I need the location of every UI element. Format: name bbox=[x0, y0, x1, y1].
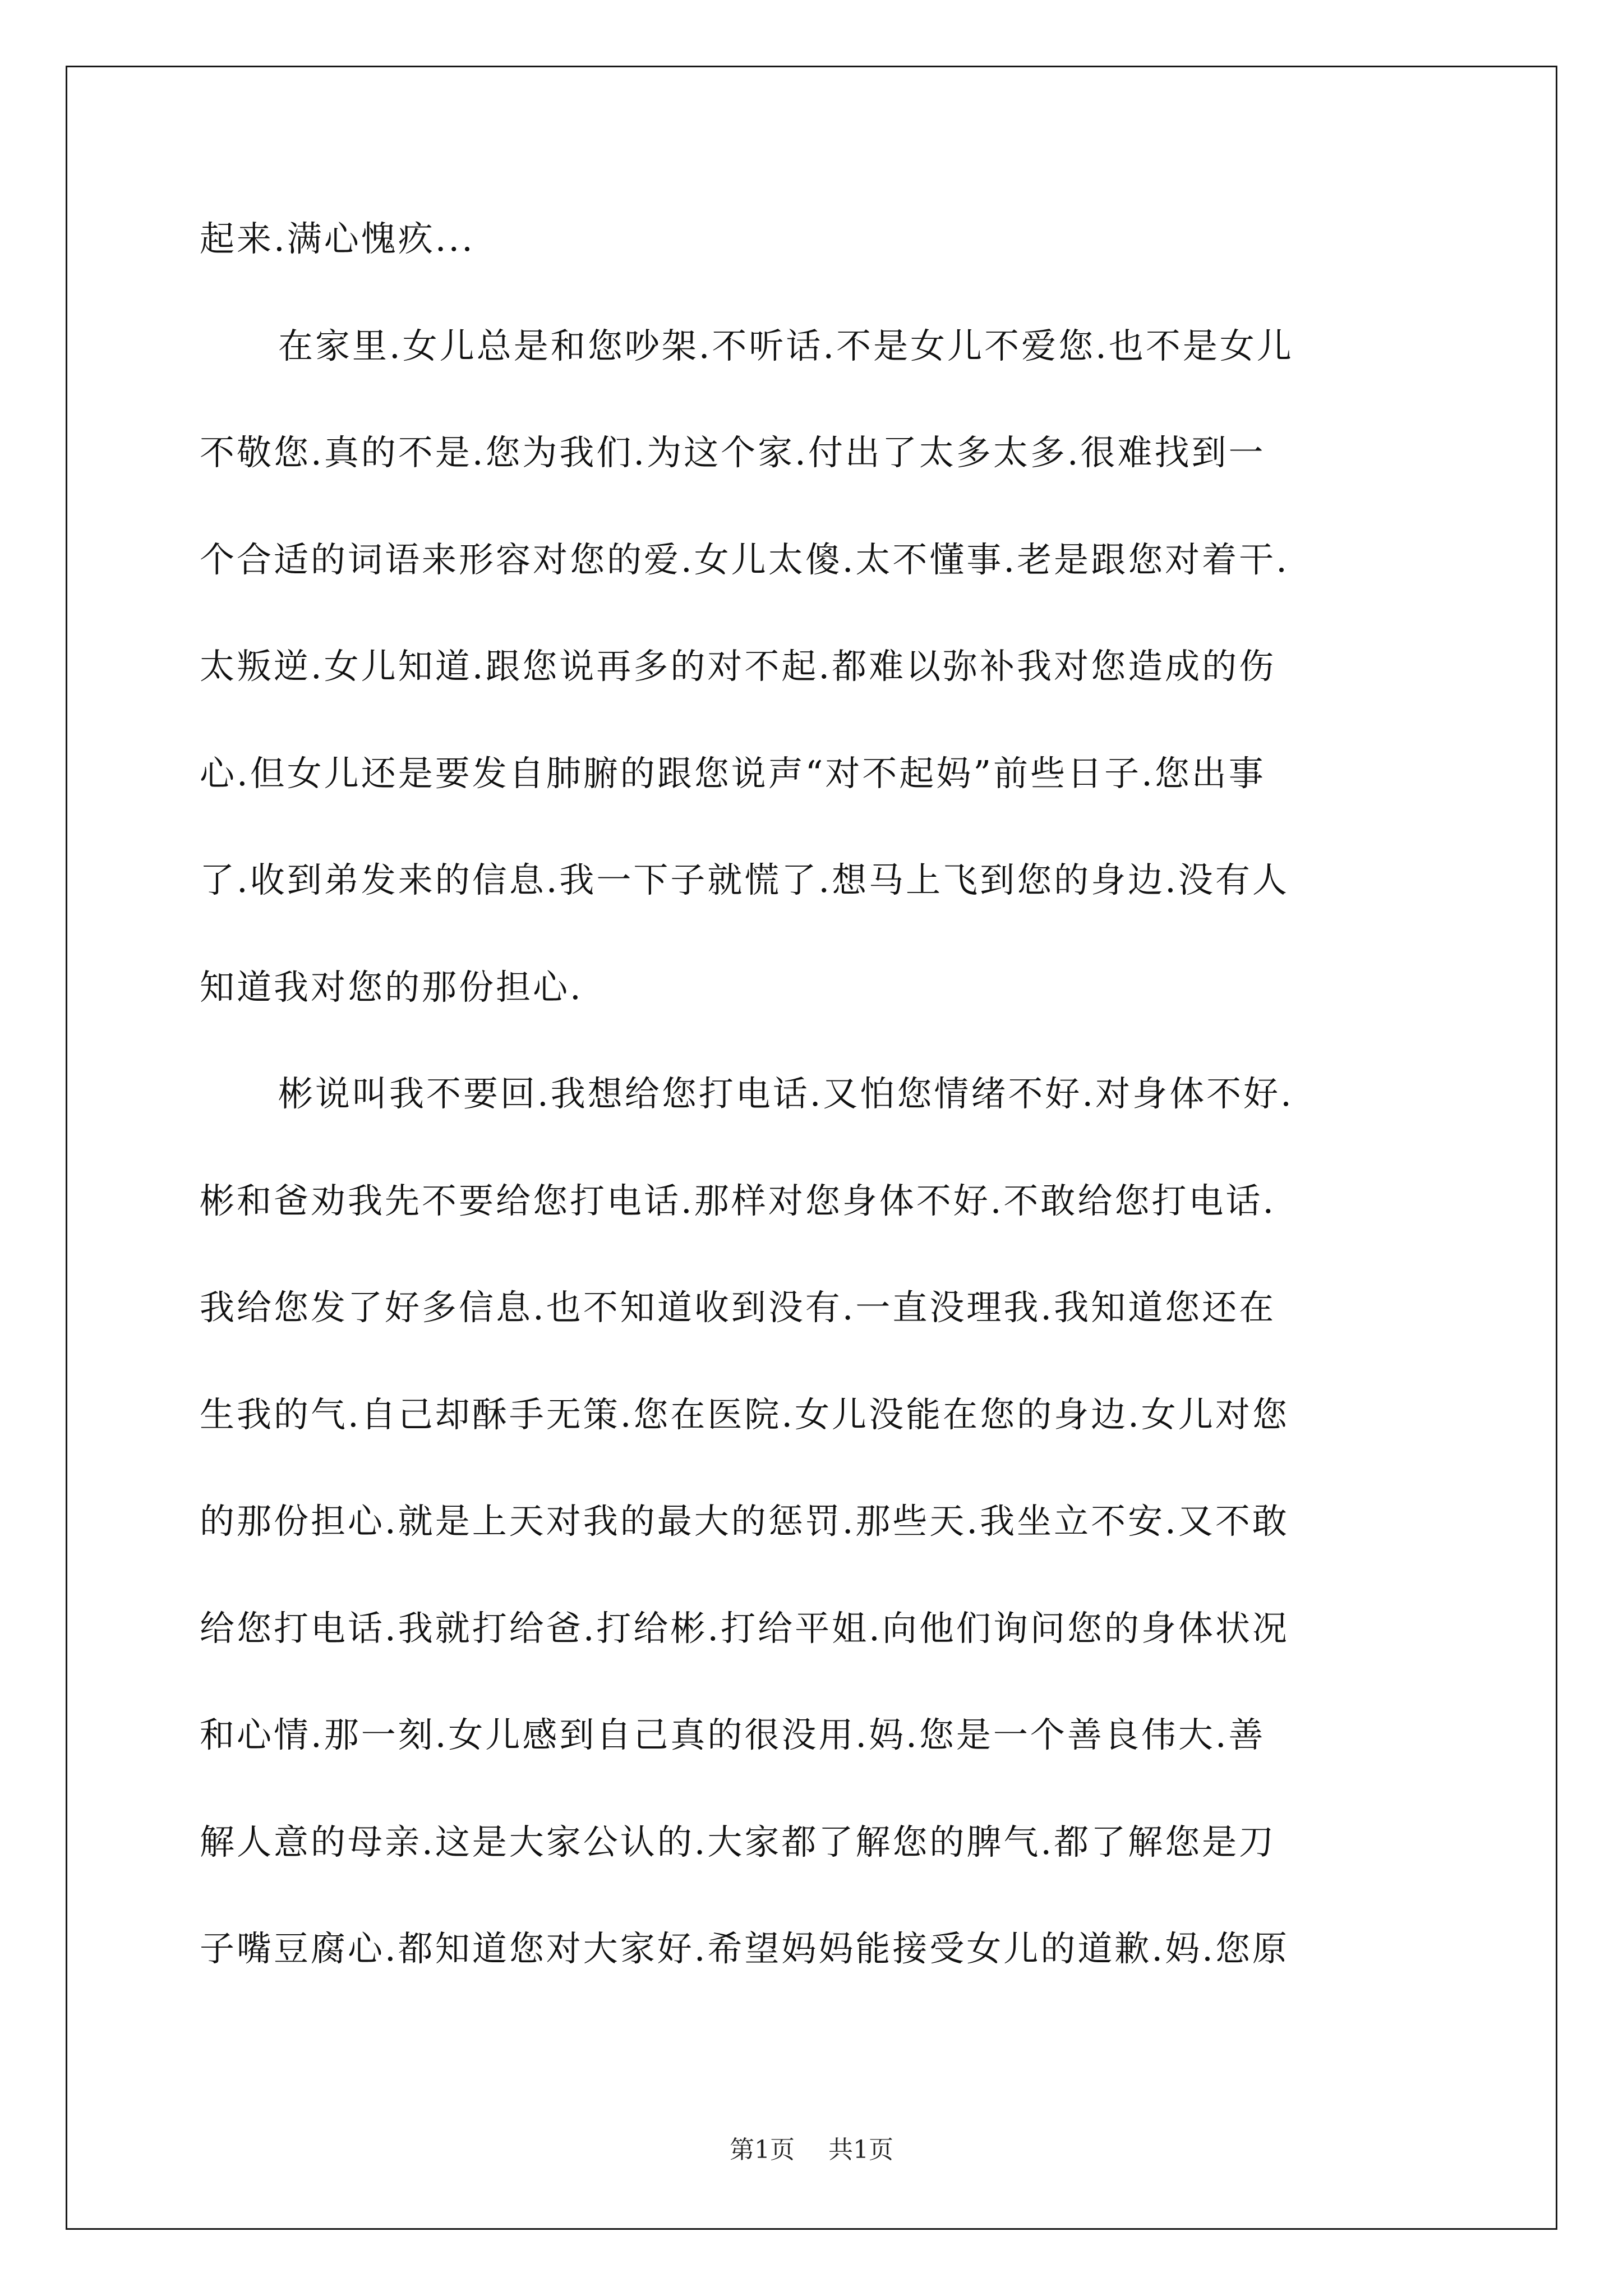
text-line: 生我的气.自己却酥手无策.您在医院.女儿没能在您的身边.女儿对您 bbox=[200, 1393, 1289, 1435]
page-number: 第1页 bbox=[730, 2136, 795, 2164]
page-footer bbox=[0, 2129, 1623, 2165]
paragraph-start-line: 在家里.女儿总是和您吵架.不听话.不是女儿不爱您.也不是女儿 bbox=[278, 325, 1294, 366]
text-line: 和心情.那一刻.女儿感到自己真的很没用.妈.您是一个善良伟大.善 bbox=[200, 1714, 1266, 1755]
text-line: 彬和爸劝我先不要给您打电话.那样对您身体不好.不敢给您打电话. bbox=[200, 1180, 1276, 1221]
text-line: 的那份担心.就是上天对我的最大的惩罚.那些天.我坐立不安.又不敢 bbox=[200, 1501, 1289, 1542]
text-line: 解人意的母亲.这是大家公认的.大家都了解您的脾气.都了解您是刀 bbox=[200, 1821, 1276, 1862]
text-line: 了.收到弟发来的信息.我一下子就慌了.想马上飞到您的身边.没有人 bbox=[200, 859, 1289, 900]
text-line: 心.但女儿还是要发自肺腑的跟您说声“对不起妈”前些日子.您出事 bbox=[200, 752, 1266, 794]
text-line: 不敬您.真的不是.您为我们.为这个家.付出了太多太多.很难找到一 bbox=[200, 432, 1266, 473]
text-line: 给您打电话.我就打给爸.打给彬.打给平姐.向他们询问您的身体状况 bbox=[200, 1607, 1289, 1649]
text-line: 子嘴豆腐心.都知道您对大家好.希望妈妈能接受女儿的道歉.妈.您原 bbox=[200, 1928, 1289, 1969]
text-line: 太叛逆.女儿知道.跟您说再多的对不起.都难以弥补我对您造成的伤 bbox=[200, 646, 1276, 687]
text-line: 我给您发了好多信息.也不知道收到没有.一直没理我.我知道您还在 bbox=[200, 1287, 1276, 1328]
text-line: 个合适的词语来形容对您的爱.女儿太傻.太不懂事.老是跟您对着干. bbox=[200, 539, 1289, 580]
text-line: 起来.满心愧疚... bbox=[200, 218, 475, 259]
paragraph-start-line: 彬说叫我不要回.我想给您打电话.又怕您情绪不好.对身体不好. bbox=[278, 1073, 1294, 1114]
text-line: 知道我对您的那份担心. bbox=[200, 966, 583, 1007]
document-body bbox=[200, 211, 1428, 2028]
page-total: 共1页 bbox=[828, 2136, 893, 2164]
